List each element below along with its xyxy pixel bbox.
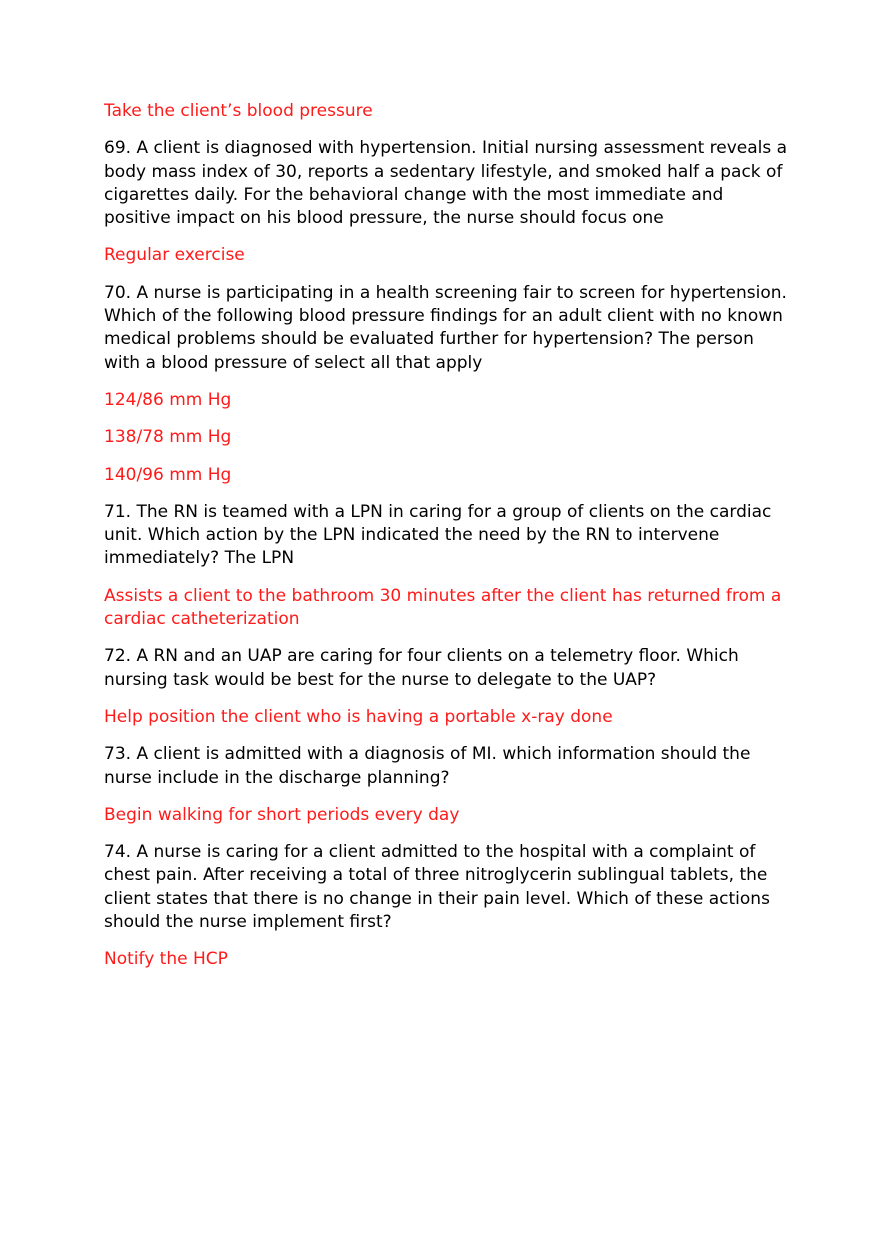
question-74: 74. A nurse is caring for a client admitted to the hospital with a complaint of chest pain. After receiving a total of three nitroglycerin sublingual tablets, the client states that there is no change in their pain level. Which of these actions should the nurse implement first? xyxy=(104,842,770,933)
answer-text: Notify the HCP xyxy=(104,949,228,970)
question-70: 70. A nurse is participating in a health screening fair to screen for hypertension. Which of the following blood pressure findings for an adult client with no known medical problems should be evaluated further for hypertension? The person with a blood pressure of select all that apply xyxy=(104,282,787,373)
question-73: 73. A client is admitted with a diagnosis of MI. which information should the nurse include in the discharge planning? xyxy=(104,744,751,788)
answer-text: Begin walking for short periods every day xyxy=(104,804,460,825)
question-71: 71. The RN is teamed with a LPN in caring for a group of clients on the cardiac unit. Which action by the LPN indicated the need by the RN to intervene immediately? The LPN xyxy=(104,501,772,569)
answer-text: 140/96 mm Hg xyxy=(104,464,232,485)
answer-text: Take the client’s blood pressure xyxy=(104,101,373,121)
answer-text: 138/78 mm Hg xyxy=(104,427,232,448)
answer-text: Regular exercise xyxy=(104,245,245,266)
answer-text: Assists a client to the bathroom 30 minutes after the client has returned from a cardiac catheterization xyxy=(104,585,782,630)
answer-text: 124/86 mm Hg xyxy=(104,389,232,410)
answer-text: Help position the client who is having a portable x-ray done xyxy=(104,706,613,727)
question-72: 72. A RN and an UAP are caring for four clients on a telemetry floor. Which nursing task would be best for the nurse to delegate to the UAP? xyxy=(104,646,739,690)
document-body xyxy=(104,100,794,986)
question-69: 69. A client is diagnosed with hypertension. Initial nursing assessment reveals a body mass index of 30, reports a sedentary lifestyle, and smoked half a pack of cigarettes daily. For the behavioral change with the most immediate and positive impact on his blood pressure, the nurse should focus one xyxy=(104,138,788,229)
